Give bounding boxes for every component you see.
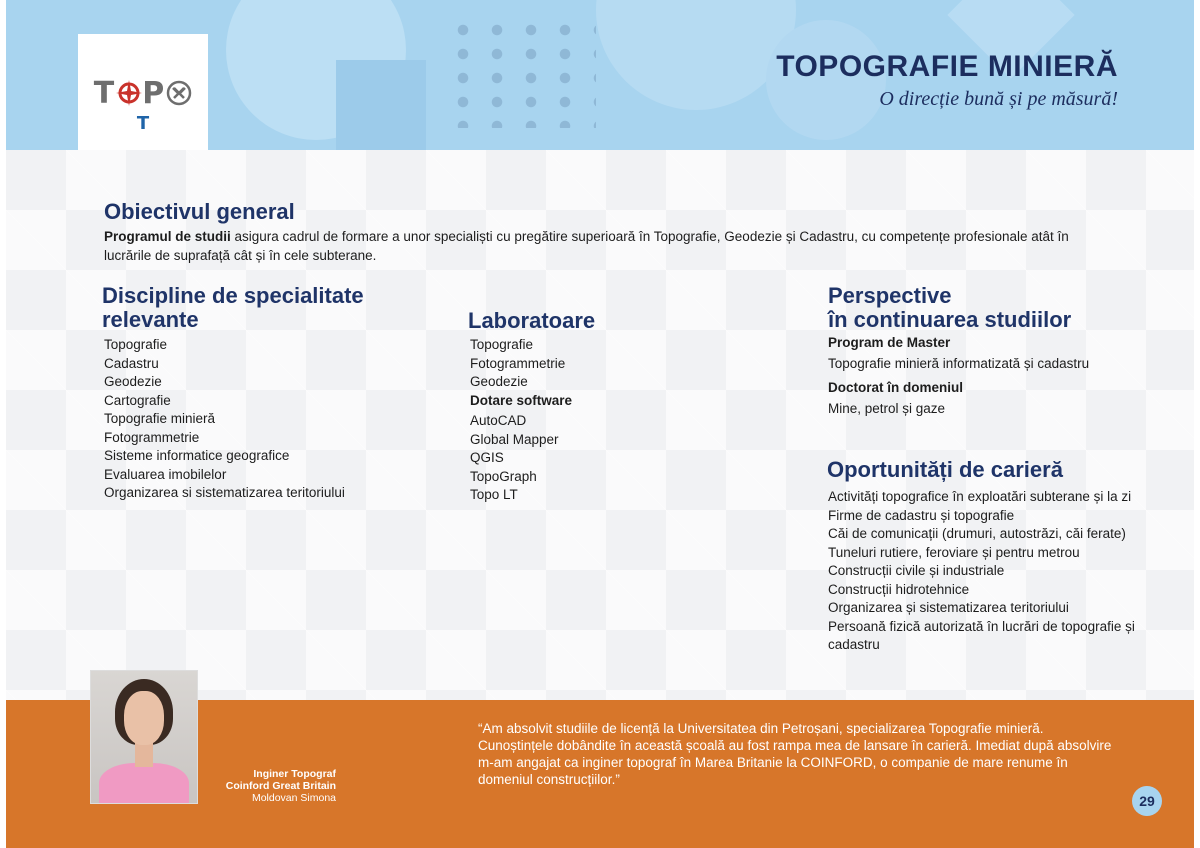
- labs-heading: Laboratoare: [468, 308, 596, 333]
- testimonial-company: Coinford Great Britain: [225, 780, 336, 792]
- list-item: Topo LT: [470, 487, 518, 502]
- list-item: Cadastru: [104, 355, 159, 371]
- logo-wordmark: T P: [78, 76, 208, 111]
- list-item: Tuneluri rutiere, feroviare și pentru metrou: [828, 544, 1080, 560]
- testimonial-name: Moldovan Simona: [251, 792, 336, 804]
- labs-list: [470, 336, 770, 505]
- objective-text: [104, 228, 1084, 265]
- list-item: Topografie: [470, 337, 534, 352]
- doctorate-text: Mine, petrol și gaze: [828, 400, 946, 416]
- list-item: TopoGraph: [470, 468, 537, 484]
- objective-body: asigura cadrul de formare a unor specialiști cu pregătire superioară în Topografie, Geodezie și Cadastru, cu competențe profesionale atât în lucrările de suprafață cât și în cele subterane.: [104, 229, 1069, 263]
- topo-logo: [78, 34, 208, 150]
- testimonial-role: Inginer Topograf: [253, 768, 336, 780]
- testimonial-photo: [90, 670, 198, 804]
- software-label: Dotare software: [470, 392, 573, 408]
- list-item: Construcții hidrotehnice: [828, 581, 970, 597]
- perspectives-block: [828, 334, 1158, 418]
- list-item: AutoCAD: [470, 413, 527, 428]
- list-item: Evaluarea imobilelor: [104, 466, 227, 482]
- list-item: Sisteme informatice geografice: [104, 448, 290, 463]
- objective-heading: Obiectivul general: [104, 199, 295, 224]
- doctorate-label: Doctorat în domeniul: [828, 380, 963, 395]
- perspectives-heading: Perspective în continuarea studiilor: [828, 283, 1072, 332]
- list-item: Firme de cadastru și topografie: [828, 507, 1015, 523]
- list-item: Geodezie: [104, 374, 162, 389]
- page-number: 29: [1132, 786, 1162, 816]
- testimonial-caption: [200, 768, 336, 804]
- page-subtitle: O direcție bună și pe măsură!: [879, 88, 1118, 110]
- dot-grid-pattern: [446, 18, 596, 128]
- career-list: [828, 488, 1158, 655]
- list-item: Fotogrammetrie: [104, 429, 200, 445]
- decorative-circle: [596, 0, 796, 110]
- list-item: Organizarea si sistematizarea teritoriului: [104, 485, 345, 500]
- compass-icon: [116, 76, 142, 111]
- list-item: Activități topografice în exploatări subterane și la zi: [828, 489, 1132, 504]
- list-item: QGIS: [470, 450, 504, 465]
- logo-subtext: T: [136, 113, 150, 134]
- objective-lead: Programul de studii: [104, 229, 231, 244]
- master-text: Topografie minieră informatizată și cadastru: [828, 355, 1090, 371]
- master-label: Program de Master: [828, 335, 951, 350]
- testimonial-quote: “Am absolvit studiile de licență la Universitatea din Petroșani, specializarea Topografie minieră. Cunoștințele dobândite în această școală au fost rampa mea de lansare în carieră. Imediat după absolvire m-am angajat ca inginer topograf în Marea Britanie la COINFORD, o companie de mare renume în domeniul construcțiilor.”: [478, 721, 1112, 787]
- list-item: Construcții civile și industriale: [828, 563, 1005, 578]
- list-item: Geodezie: [470, 374, 528, 389]
- mining-hammers-icon: [166, 76, 192, 111]
- list-item: Persoană fizică autorizată în lucrări de topografie și cadastru: [828, 618, 1135, 652]
- decorative-square: [336, 60, 426, 150]
- page-title: TOPOGRAFIE MINIERĂ: [776, 50, 1118, 83]
- career-heading: Oportunități de carieră: [827, 457, 1063, 482]
- list-item: Căi de comunicații (drumuri, autostrăzi, căi ferate): [828, 526, 1126, 541]
- disciplines-heading: Discipline de specialitate relevante: [102, 283, 364, 332]
- list-item: Fotogrammetrie: [470, 355, 566, 371]
- list-item: Cartografie: [104, 392, 171, 408]
- list-item: Topografie: [104, 337, 168, 352]
- list-item: Topografie minieră: [104, 411, 216, 426]
- disciplines-list: [104, 336, 444, 503]
- list-item: Organizarea și sistematizarea teritoriului: [828, 600, 1069, 615]
- list-item: Global Mapper: [470, 431, 559, 447]
